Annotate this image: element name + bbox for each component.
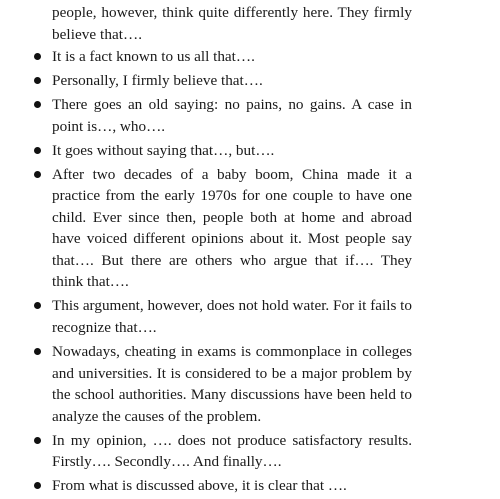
list-item <box>0 140 412 162</box>
list-item <box>0 475 412 497</box>
list-item <box>0 46 412 68</box>
list-item-text: It goes without saying that…, but…. <box>52 141 275 159</box>
list-item <box>0 341 412 427</box>
bullet-icon <box>34 437 41 444</box>
continuation-paragraph: people, however, think quite differently here. They firmly believe that…. <box>52 4 412 43</box>
list-item-text: After two decades of a baby boom, China made it a practice from the early 1970s for one couple to have one child. Ever since then, people both at home and abroad have voiced different opinions about it. Most people say that…. But there are others who argue that if…. They think that…. <box>52 165 412 291</box>
list-item <box>0 70 412 92</box>
list-item <box>0 430 412 473</box>
phrase-list <box>0 46 500 499</box>
list-item-text: There goes an old saying: no pains, no gains. A case in point is…, who…. <box>52 96 412 135</box>
list-item-text: Nowadays, cheating in exams is commonplace in colleges and universities. It is considered to be a major problem by the school authorities. Many discussions have been held to analyze the causes of the problem. <box>52 343 412 425</box>
bullet-icon <box>34 53 41 60</box>
list-item-text: In my opinion, …. does not produce satisfactory results. Firstly…. Secondly…. And finally…. <box>52 431 412 471</box>
list-item-text: This argument, however, does not hold water. For it fails to recognize that…. <box>52 297 412 336</box>
bullet-icon <box>34 147 41 154</box>
bullet-icon <box>34 171 41 178</box>
bullet-icon <box>34 101 41 108</box>
list-item-text: It is a fact known to us all that…. <box>52 48 255 65</box>
list-item-text: Personally, I firmly believe that…. <box>52 72 263 90</box>
list-item-text: From what is discussed above, it is clear that …. <box>52 477 347 495</box>
bullet-icon <box>34 302 41 309</box>
bullet-icon <box>34 77 41 84</box>
list-item <box>0 164 412 293</box>
list-item <box>0 94 412 137</box>
list-item <box>0 295 412 338</box>
bullet-icon <box>34 482 41 489</box>
bullet-icon <box>34 348 41 355</box>
